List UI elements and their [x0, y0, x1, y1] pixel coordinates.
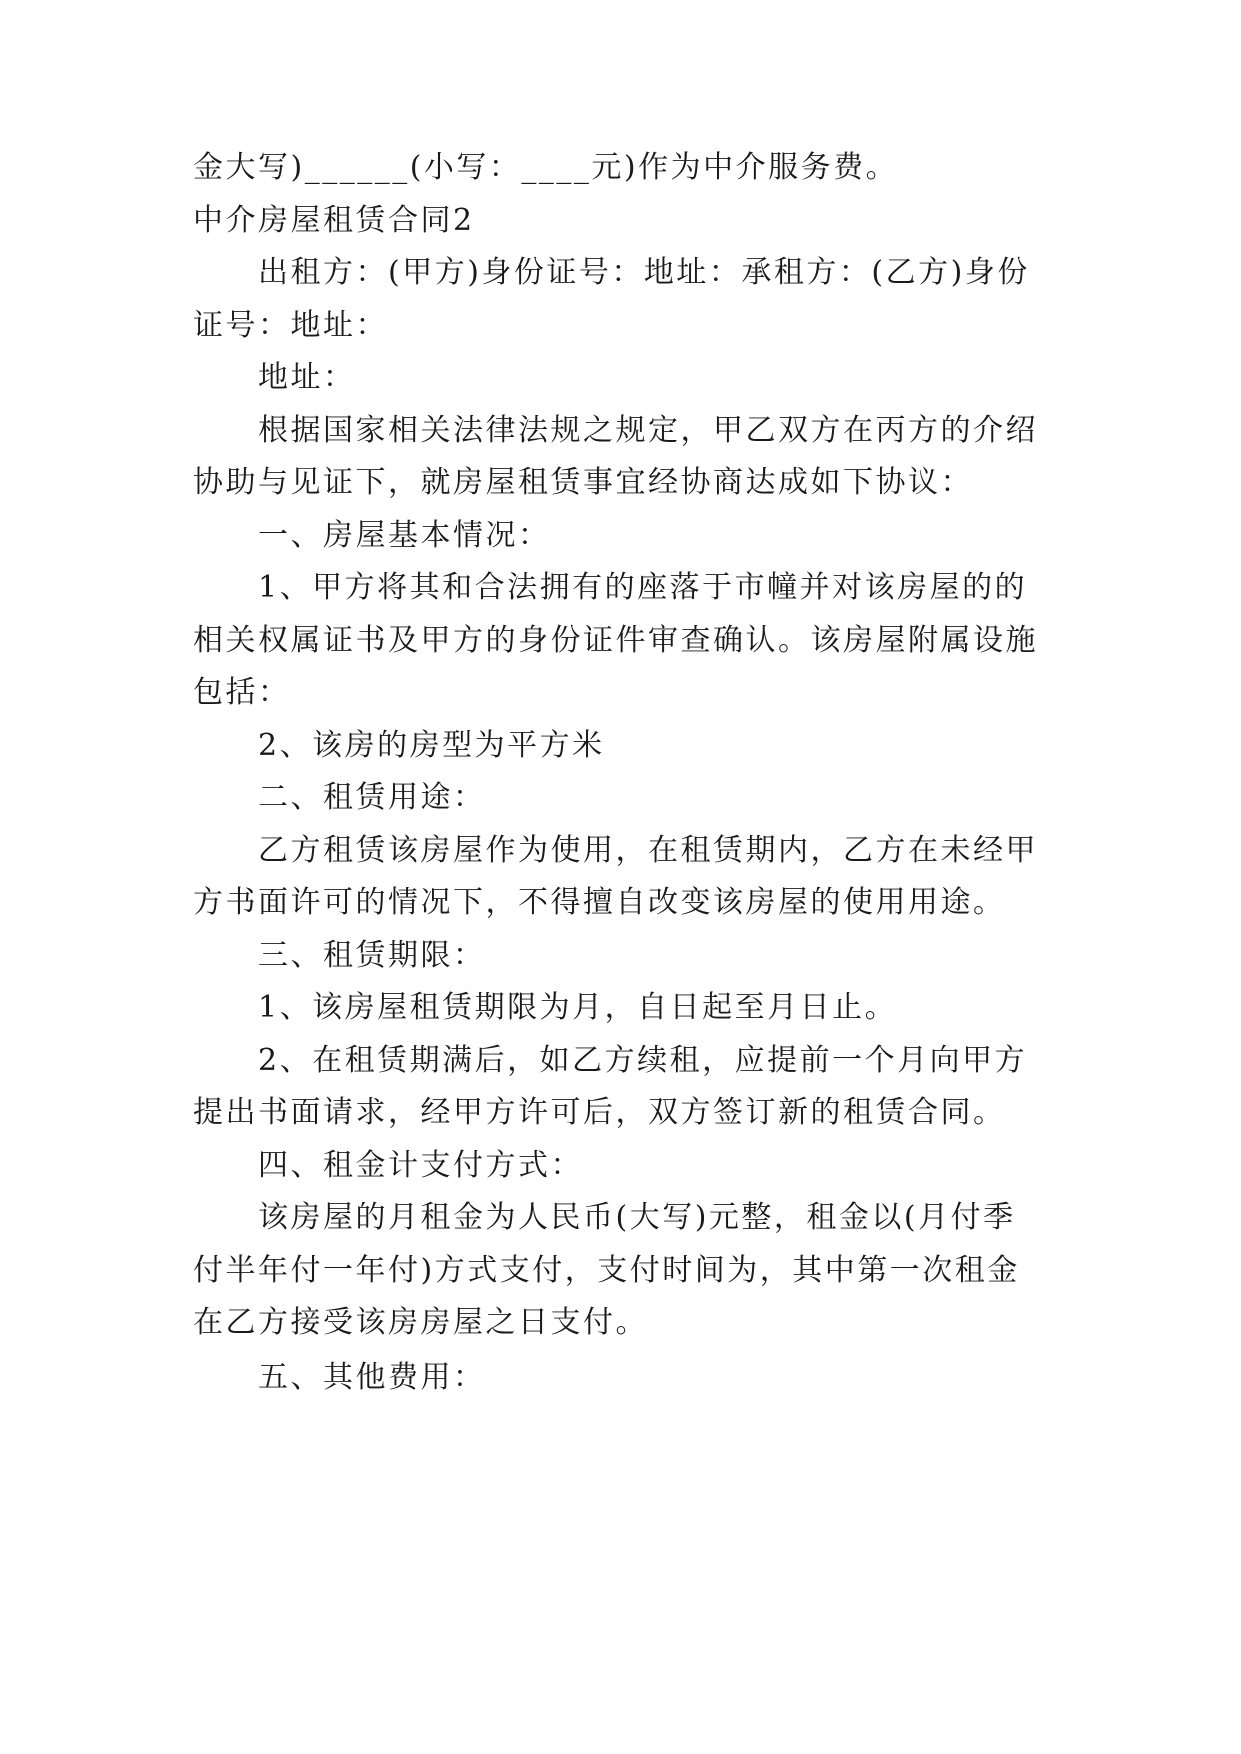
preamble-line-1: 根据国家相关法律法规之规定，甲乙双方在丙方的介绍	[258, 413, 1038, 448]
clause-1-1-line-1: 1、甲方将其和合法拥有的座落于市幢并对该房屋的的	[258, 570, 1028, 605]
clause-3-2-line-1: 2、在租赁期满后，如乙方续租，应提前一个月向甲方	[258, 1043, 1028, 1078]
section-heading-3: 三、租赁期限：	[258, 938, 486, 973]
contract-title: 中介房屋租赁合同2	[193, 203, 475, 238]
section-heading-4: 四、租金计支付方式：	[258, 1148, 583, 1183]
fee-clause-line: 金大写)______(小写：____元)作为中介服务费。	[193, 150, 899, 185]
clause-3-2-line-2: 提出书面请求，经甲方许可后，双方签订新的租赁合同。	[193, 1095, 1006, 1130]
address-line: 地址：	[258, 360, 356, 395]
clause-4-line-2: 付半年付一年付)方式支付，支付时间为，其中第一次租金	[193, 1253, 1020, 1288]
section-heading-2: 二、租赁用途：	[258, 780, 486, 815]
parties-line-2: 证号：地址：	[193, 308, 388, 343]
clause-1-1-line-2: 相关权属证书及甲方的身份证件审查确认。该房屋附属设施	[193, 623, 1038, 658]
clause-4-line-1: 该房屋的月租金为人民币(大写)元整，租金以(月付季	[258, 1200, 1016, 1235]
clause-4-line-3: 在乙方接受该房房屋之日支付。	[193, 1305, 648, 1340]
section-heading-1: 一、房屋基本情况：	[258, 518, 551, 553]
clause-1-1-line-3: 包括：	[193, 675, 291, 710]
clause-2-line-1: 乙方租赁该房屋作为使用，在租赁期内，乙方在未经甲	[258, 833, 1038, 868]
clause-1-2: 2、该房的房型为平方米	[258, 728, 605, 763]
clause-3-1: 1、该房屋租赁期限为月，自日起至月日止。	[258, 990, 898, 1025]
clause-2-line-2: 方书面许可的情况下，不得擅自改变该房屋的使用用途。	[193, 885, 1006, 920]
preamble-line-2: 协助与见证下，就房屋租赁事宜经协商达成如下协议：	[193, 465, 973, 500]
parties-line-1: 出租方：(甲方)身份证号：地址：承租方：(乙方)身份	[258, 255, 1030, 290]
section-heading-5: 五、其他费用：	[258, 1360, 486, 1395]
